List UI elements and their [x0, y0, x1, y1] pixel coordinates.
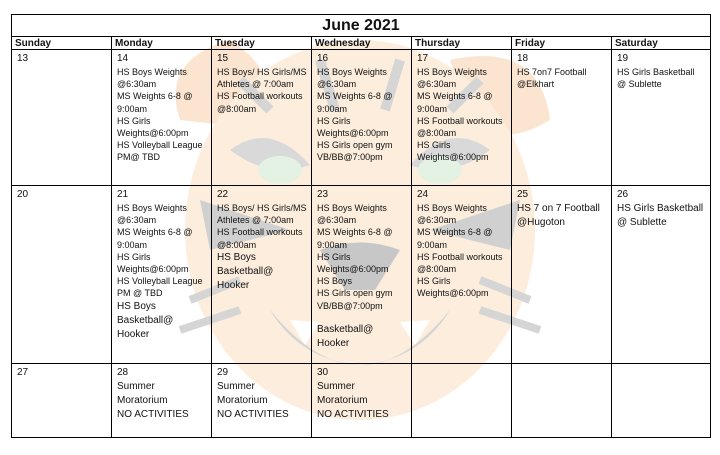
- event-line: HS Boys/ HS Girls/MS: [217, 67, 307, 77]
- day-cell: [512, 364, 612, 437]
- event-line: @ Sublette: [617, 79, 662, 90]
- day-number: 26: [617, 189, 629, 200]
- spacer: [317, 312, 408, 323]
- event-line: HS Boys Weights: [117, 203, 187, 213]
- event-line: HS Boys Weights: [417, 203, 487, 213]
- event-line: MS Weights 6-8 @: [417, 227, 493, 238]
- day-header-tuesday: Tuesday: [212, 37, 312, 50]
- day-number: 29: [217, 367, 229, 378]
- event-line: HS Girls open gym: [317, 140, 393, 151]
- event-line: Moratorium: [217, 395, 268, 406]
- day-header-thursday: Thursday: [412, 37, 512, 50]
- day-number: 23: [317, 189, 329, 200]
- event-line: HS Football workouts: [417, 115, 503, 126]
- day-header-sunday: Sunday: [12, 37, 112, 50]
- event-line: Weights@6:00pm: [417, 288, 489, 299]
- day-number: 19: [617, 53, 629, 64]
- event-line: HS Girls Basketball: [617, 203, 704, 214]
- event-line: MS Weights 6-8 @: [117, 91, 193, 102]
- event-line: HS Girls: [317, 115, 351, 126]
- event-line: 9:00am: [117, 239, 148, 250]
- event-line: Summer: [117, 381, 155, 392]
- day-cell: [12, 50, 112, 186]
- day-number: 28: [117, 367, 129, 378]
- event-line: NO ACTIVITIES: [217, 409, 289, 420]
- event-line: @6:30am: [117, 215, 157, 226]
- event-line: @8:00am: [417, 128, 457, 139]
- event-line: VB/BB@7:00pm: [317, 152, 383, 163]
- event-line: @6:30am: [117, 79, 157, 90]
- event-line: MS Weights 6-8 @: [417, 91, 493, 102]
- day-header-friday: Friday: [512, 37, 612, 50]
- day-number: 25: [517, 189, 529, 200]
- day-header-wednesday: Wednesday: [312, 37, 412, 50]
- event-line: 9:00am: [417, 103, 448, 114]
- event-line: Moratorium: [317, 395, 368, 406]
- day-number: 18: [517, 53, 529, 64]
- event-line: Hooker: [217, 279, 250, 291]
- day-number: 14: [117, 53, 129, 64]
- event-line: HS Girls: [317, 251, 351, 262]
- event-line: HS Boys Weights: [417, 67, 487, 77]
- day-number: 17: [417, 53, 429, 64]
- event-line: @8:00am: [217, 103, 257, 114]
- event-line: VB/BB@7:00pm: [317, 300, 383, 311]
- day-cell: [212, 186, 312, 364]
- day-number: 22: [217, 189, 229, 200]
- event-line: HS Boys/ HS Girls/MS: [217, 203, 307, 213]
- event-line: Moratorium: [117, 395, 168, 406]
- event-line: HS Boys Weights: [317, 67, 387, 77]
- event-line: Weights@6:00pm: [317, 128, 389, 139]
- event-line: Summer: [217, 381, 255, 392]
- event-line: HS Boys: [117, 300, 156, 312]
- event-line: 9:00am: [117, 103, 148, 114]
- event-line: HS Boys: [317, 276, 353, 287]
- event-line: HS Boys: [217, 251, 256, 263]
- event-line: Basketball@: [117, 314, 174, 326]
- event-line: @ Sublette: [617, 217, 667, 228]
- event-line: HS Girls: [417, 140, 451, 151]
- day-number: 21: [117, 189, 129, 200]
- event-line: @8:00am: [417, 264, 457, 275]
- event-line: HS 7on7 Football: [517, 67, 587, 77]
- day-cell: [612, 364, 710, 437]
- event-line: HS Girls: [117, 251, 151, 262]
- event-line: HS Football workouts: [217, 91, 303, 102]
- day-cell: [212, 50, 312, 186]
- day-cell: [412, 364, 512, 437]
- event-line: NO ACTIVITIES: [117, 409, 189, 420]
- day-number: 15: [217, 53, 229, 64]
- day-number: 13: [17, 53, 29, 64]
- event-line: @6:30am: [317, 79, 357, 90]
- day-header-saturday: Saturday: [612, 37, 710, 50]
- event-line: Weights@6:00pm: [117, 264, 189, 275]
- day-cell: [612, 186, 710, 364]
- day-cell: [112, 364, 212, 437]
- day-number: 24: [417, 189, 429, 200]
- event-line: PM@ TBD: [117, 152, 160, 163]
- event-line: MS Weights 6-8 @: [317, 91, 393, 102]
- day-cell: [112, 50, 212, 186]
- event-line: HS Volleyball League: [117, 276, 203, 287]
- day-number: 16: [317, 53, 329, 64]
- event-line: 9:00am: [317, 103, 348, 114]
- event-line: Basketball@: [217, 265, 274, 277]
- day-number: 27: [17, 367, 29, 378]
- day-cell: [212, 364, 312, 437]
- event-line: MS Weights 6-8 @: [117, 227, 193, 238]
- day-cell: [512, 186, 612, 364]
- day-cell: [412, 186, 512, 364]
- event-line: HS Football workouts: [217, 227, 303, 238]
- event-line: Summer: [317, 381, 355, 392]
- day-number: 30: [317, 367, 329, 378]
- event-line: @6:30am: [317, 215, 357, 226]
- event-line: Athletes @ 7:00am: [217, 215, 294, 226]
- calendar: [11, 14, 711, 438]
- day-cell: [112, 186, 212, 364]
- day-number: 20: [17, 189, 29, 200]
- event-line: Hooker: [317, 337, 350, 349]
- event-line: HS Boys Weights: [117, 67, 187, 77]
- event-line: @Hugoton: [517, 217, 565, 228]
- event-line: Athletes @ 7:00am: [217, 79, 294, 90]
- event-line: @6:30am: [417, 79, 457, 90]
- day-cell: [512, 50, 612, 186]
- event-line: @8:00am: [217, 239, 257, 250]
- event-line: HS Girls open gym: [317, 288, 393, 299]
- event-line: Weights@6:00pm: [117, 128, 189, 139]
- calendar-title: June 2021: [12, 15, 710, 37]
- event-line: @6:30am: [417, 215, 457, 226]
- event-line: @Elkhart: [517, 79, 555, 90]
- day-cell: [12, 364, 112, 437]
- event-line: PM @ TBD: [117, 288, 163, 299]
- day-cell: [12, 186, 112, 364]
- event-line: 9:00am: [317, 239, 348, 250]
- event-line: MS Weights 6-8 @: [317, 227, 393, 238]
- day-cell: [312, 364, 412, 437]
- day-header-monday: Monday: [112, 37, 212, 50]
- event-line: HS Football workouts: [417, 251, 503, 262]
- day-cell: [312, 186, 412, 364]
- event-line: HS Volleyball League: [117, 140, 203, 151]
- event-line: Basketball@: [317, 323, 374, 335]
- day-cell: [612, 50, 710, 186]
- day-cell: [412, 50, 512, 186]
- event-line: HS Girls Basketball: [617, 67, 695, 77]
- event-line: NO ACTIVITIES: [317, 409, 389, 420]
- event-line: HS Boys Weights: [317, 203, 387, 213]
- event-line: HS Girls: [117, 115, 151, 126]
- event-line: Hooker: [117, 328, 150, 340]
- event-line: HS Girls: [417, 276, 451, 287]
- event-line: Weights@6:00pm: [417, 152, 489, 163]
- event-line: 9:00am: [417, 239, 448, 250]
- event-line: Weights@6:00pm: [317, 264, 389, 275]
- event-line: HS 7 on 7 Football: [517, 203, 600, 214]
- calendar-grid: [12, 37, 710, 437]
- day-cell: [312, 50, 412, 186]
